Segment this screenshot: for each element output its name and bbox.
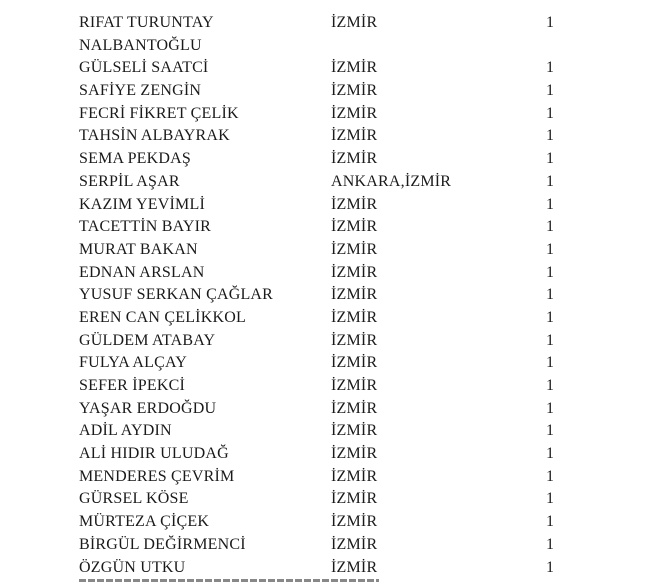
count-cell: 1 [546,59,555,77]
person-name [79,12,214,57]
person-name [79,375,185,398]
person-name-line: MURAT BAKAN [79,240,198,258]
city-cell: İZMİR [331,377,378,395]
person-name-line: RIFAT TURUNTAY [79,14,214,31]
person-name [79,511,209,534]
city-cell: İZMİR [331,150,378,168]
table-row [0,148,660,171]
city-cell: İZMİR [331,82,378,100]
person-name [79,488,189,511]
person-name [79,125,230,148]
person-name-line: FULYA ALÇAY [79,354,188,372]
person-name [79,398,216,421]
count-cell: 1 [546,399,555,417]
table-row [0,171,660,194]
table-row [0,12,660,57]
person-name-line: GÜLDEM ATABAY [79,331,216,349]
city-cell: İZMİR [331,354,378,372]
person-name-line: EDNAN ARSLAN [79,263,205,281]
count-cell: 1 [546,104,555,122]
count-cell: 1 [546,172,555,190]
table-row [0,420,660,443]
person-name [79,57,208,80]
table-row [0,466,660,489]
city-cell: İZMİR [331,445,378,463]
city-cell: İZMİR [331,399,378,417]
city-cell: İZMİR [331,286,378,304]
table-row [0,284,660,307]
person-name-line: BİRGÜL DEĞİRMENCİ [79,535,246,553]
count-cell: 1 [546,558,555,576]
count-cell: 1 [546,240,555,258]
table-row [0,534,660,557]
person-name [79,262,205,285]
person-name [79,466,234,489]
city-cell: İZMİR [331,195,378,213]
person-name [79,194,205,217]
city-cell: İZMİR [331,308,378,326]
table-row [0,330,660,353]
count-cell: 1 [546,218,555,236]
person-name-line: FECRİ FİKRET ÇELİK [79,104,239,122]
table-row [0,216,660,239]
city-cell: İZMİR [331,59,378,77]
table-row [0,398,660,421]
person-name-line: NALBANTOĞLU [79,36,202,54]
person-name-line: SERPİL AŞAR [79,172,180,190]
person-name-line: ALİ HIDIR ULUDAĞ [79,445,229,463]
person-name [79,352,187,375]
person-name [79,534,246,557]
table-row [0,352,660,375]
person-name-line: GÜRSEL KÖSE [79,490,189,508]
table-row [0,57,660,80]
count-cell: 1 [546,286,555,304]
person-name-line: YAŞAR ERDOĞDU [79,399,217,417]
table-row [0,307,660,330]
person-name [79,216,211,239]
person-name-line: ADİL AYDIN [79,422,172,440]
city-cell: İZMİR [331,467,378,485]
person-name [79,307,246,330]
count-cell: 1 [546,513,555,531]
person-name-line: KAZIM YEVİMLİ [79,195,205,213]
count-cell: 1 [546,308,555,326]
table-row [0,103,660,126]
person-name-line: MÜRTEZA ÇİÇEK [79,513,210,531]
table-row [0,443,660,466]
city-cell: İZMİR [331,422,378,440]
count-cell: 1 [546,422,555,440]
person-name-line: YUSUF SERKAN ÇAĞLAR [79,286,274,304]
count-cell: 1 [546,377,555,395]
table-row [0,511,660,534]
person-name-line: TACETTİN BAYIR [79,218,212,236]
table-row [0,375,660,398]
count-cell: 1 [546,354,555,372]
count-cell: 1 [546,467,555,485]
count-cell: 1 [546,195,555,213]
city-cell: ANKARA,İZMİR [331,172,452,190]
city-cell: İZMİR [331,490,378,508]
person-name-line: MENDERES ÇEVRİM [79,467,235,485]
person-name [79,239,198,262]
table-row [0,194,660,217]
count-cell: 1 [546,127,555,145]
city-cell: İZMİR [331,558,378,576]
person-name-line: SEMA PEKDAŞ [79,150,192,168]
person-name [79,443,229,466]
city-cell: İZMİR [331,104,378,122]
person-name [79,103,239,126]
count-cell: 1 [546,150,555,168]
city-cell: İZMİR [331,331,378,349]
person-name [79,171,180,194]
city-cell: İZMİR [331,263,378,281]
person-name [79,80,201,103]
count-cell: 1 [546,14,555,31]
table-row [0,488,660,511]
cut-off-text-fragment [79,579,379,582]
city-cell: İZMİR [331,14,378,31]
person-name [79,330,215,353]
count-cell: 1 [546,263,555,281]
person-name-line: ÖZGÜN UTKU [79,558,186,576]
count-cell: 1 [546,535,555,553]
count-cell: 1 [546,445,555,463]
person-name-line: SAFİYE ZENGİN [79,82,202,100]
person-name-line: EREN CAN ÇELİKKOL [79,308,246,326]
city-cell: İZMİR [331,218,378,236]
name-city-table [0,12,660,579]
count-cell: 1 [546,331,555,349]
city-cell: İZMİR [331,535,378,553]
table-row [0,239,660,262]
person-name-line: TAHSİN ALBAYRAK [79,127,230,145]
city-cell: İZMİR [331,513,378,531]
person-name [79,284,273,307]
table-row [0,80,660,103]
cut-off-row [79,573,379,583]
count-cell: 1 [546,82,555,100]
table-row [0,262,660,285]
person-name-line: SEFER İPEKCİ [79,377,185,395]
person-name-line: GÜLSELİ SAATCİ [79,59,209,77]
person-name [79,420,172,443]
count-cell: 1 [546,490,555,508]
city-cell: İZMİR [331,127,378,145]
table-row [0,125,660,148]
city-cell: İZMİR [331,240,378,258]
person-name [79,148,191,171]
